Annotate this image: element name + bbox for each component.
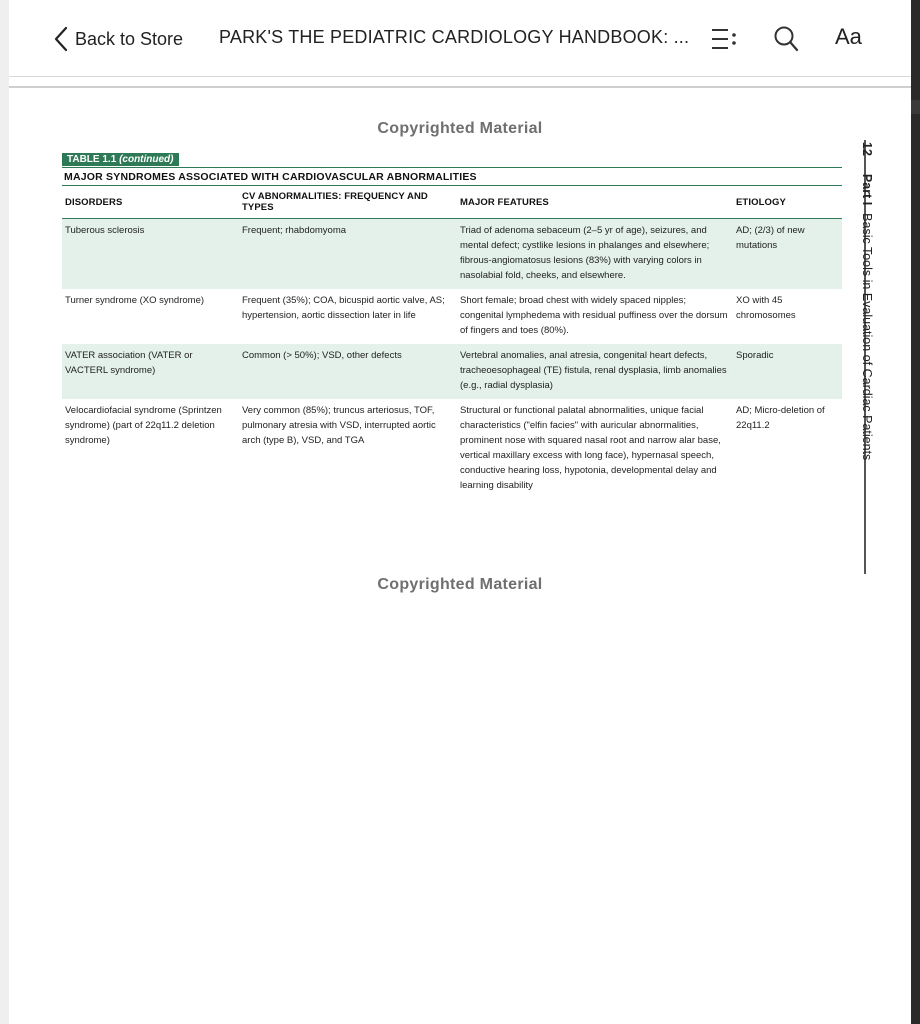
table-header-row: [62, 186, 842, 219]
syndromes-table: [62, 149, 842, 499]
disorder-cell: VATER association (VATER or VACTERL syndrome): [62, 344, 239, 399]
font-settings-button[interactable]: Aa: [835, 24, 862, 49]
etiology-cell: AD; Micro-deletion of 22q11.2: [736, 405, 825, 431]
table-title: MAJOR SYNDROMES ASSOCIATED WITH CARDIOVASCULAR ABNORMALITIES: [62, 167, 842, 185]
table-continued: (continued): [119, 154, 174, 165]
search-icon: [773, 25, 799, 53]
disorder-cell: Tuberous sclerosis: [62, 219, 239, 290]
table-of-contents-button[interactable]: [710, 26, 738, 52]
back-to-store-label: Back to Store: [75, 28, 184, 49]
copyright-notice-bottom: Copyrighted Material: [377, 576, 543, 593]
etiology-cell: AD; (2/3) of new mutations: [733, 219, 842, 290]
copyright-notice-top: Copyrighted Material: [377, 120, 543, 137]
left-edge: [0, 0, 9, 1024]
features-cell: Vertebral anomalies, anal atresia, congenital heart defects, tracheoesophageal (TE) fistula, renal dysplasia, limb anomalies (e.g., radial dysplasia): [457, 344, 733, 399]
disorder-cell: Velocardiofacial syndrome (Sprintzen syndrome) (part of 22q11.2 deletion syndrome): [65, 405, 222, 446]
page-number: 12: [860, 142, 874, 156]
etiology-cell: XO with 45 chromosomes: [736, 295, 796, 321]
column-header-major-features: MAJOR FEATURES: [457, 186, 733, 219]
cv-cell: Very common (85%); truncus arteriosus, TOF, pulmonary atresia with VSD, interrupted aortic arch (type B), VSD, and TGA: [242, 405, 436, 446]
search-button[interactable]: [773, 25, 799, 53]
table-of-contents-icon: [710, 26, 738, 52]
cv-cell: Common (> 50%); VSD, other defects: [239, 344, 457, 399]
table-row: [62, 289, 842, 344]
features-cell: Short female; broad chest with widely spaced nipples; congenital lymphedema with residual puffiness over the dorsum of fingers and toes (80%).: [460, 295, 728, 336]
running-head: [850, 142, 874, 582]
features-cell: Triad of adenoma sebaceum (2–5 yr of age), seizures, and mental defect; cystlike lesions in phalanges and elsewhere; fibrous-angiomatosus lesions (83%) with varying colors in nasolabial fold, cheeks, and elsewhere.: [457, 219, 733, 290]
table-row: [62, 344, 842, 399]
section-title: Basic Tools in Evaluation of Cardiac Patients: [860, 213, 874, 461]
column-header-cv-abnormalities: CV ABNORMALITIES: FREQUENCY AND TYPES: [239, 186, 457, 219]
cv-cell: Frequent; rhabdomyoma: [239, 219, 457, 290]
table-label: [62, 153, 179, 166]
right-edge: [911, 0, 920, 1024]
table-row: [62, 399, 842, 499]
reader-toolbar: [9, 0, 911, 76]
table-row: [62, 219, 842, 290]
cv-cell: Frequent (35%); COA, bicuspid aortic valve, AS; hypertension, aortic dissection later in life: [242, 295, 445, 321]
table-number: TABLE 1.1: [67, 154, 117, 165]
etiology-cell: Sporadic: [733, 344, 842, 399]
column-header-disorders: DISORDERS: [62, 186, 239, 219]
right-edge-tick: [911, 100, 920, 114]
chevron-left-icon: [53, 26, 69, 52]
features-cell: Structural or functional palatal abnormalities, unique facial characteristics ("elfin facies" with auricular abnormalities, prominent nose with squared nasal root and narrow alar base, vertical maxillary excess with long face), hypernasal speech, conductive hearing loss, hypotonia, developmental delay and learning disability: [460, 405, 721, 491]
back-to-store-button[interactable]: [53, 24, 183, 54]
part-label: Part I: [860, 173, 874, 206]
toolbar-divider: [9, 76, 911, 77]
book-title: PARK'S THE PEDIATRIC CARDIOLOGY HANDBOOK: ...: [219, 27, 690, 47]
column-header-etiology: ETIOLOGY: [733, 186, 842, 219]
disorder-cell: Turner syndrome (XO syndrome): [65, 295, 205, 306]
table-body: [62, 185, 842, 499]
page-top-divider: [9, 86, 911, 88]
